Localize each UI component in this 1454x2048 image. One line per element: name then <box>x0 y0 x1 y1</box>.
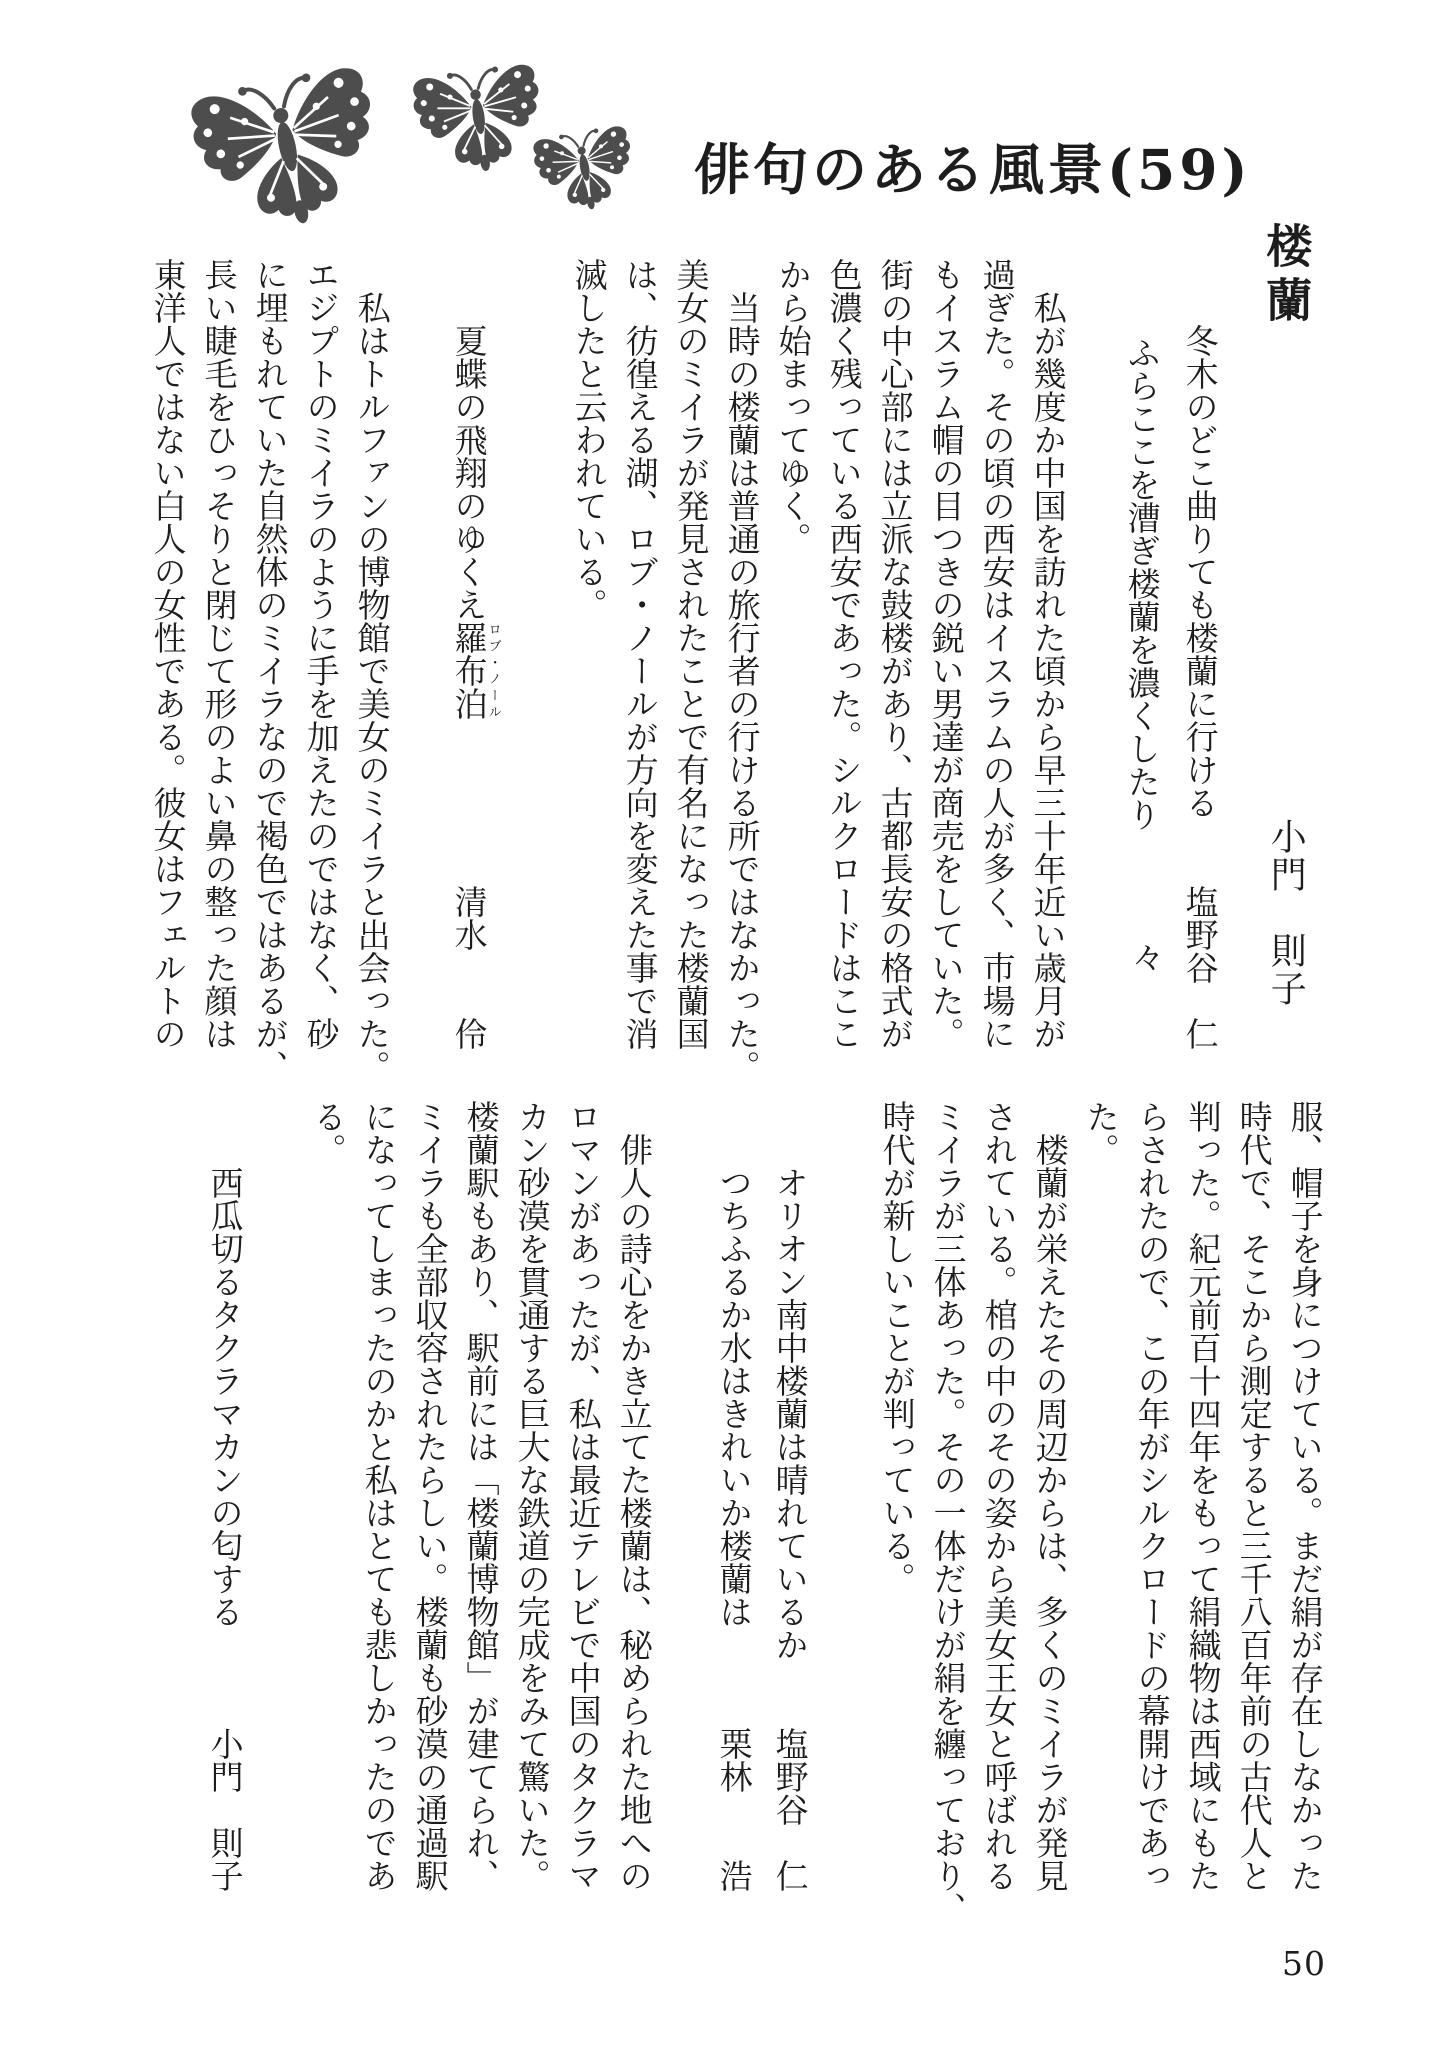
prose-line: 当時の楼蘭は普通の旅行者の行ける所ではなかった。 <box>722 258 762 1083</box>
prose-line: されている。棺の中のその姿から美女王女と呼ばれる <box>979 1100 1019 1892</box>
haiku-text: つちふるか水はきれいか楼蘭は <box>714 1166 754 1628</box>
ruby-reading: ロブ・ノール <box>485 621 501 720</box>
prose-line: 楼蘭駅もあり、駅前には「楼蘭博物館」が建てられ、 <box>461 1100 501 1892</box>
page-title: 俳句のある風景(59) <box>694 137 1252 202</box>
prose-line: 服、帽子を身につけている。まだ絹が存在しなかった <box>1285 1100 1325 1892</box>
prose-line: 東洋人ではない白人の女性である。彼女はフェルトの <box>148 258 188 1050</box>
prose-line: 私が幾度か中国を訪れた頃から早三十年近い歳月が <box>1028 258 1068 1050</box>
prose-line: らされたので、この年がシルクロードの幕開けであっ <box>1132 1100 1172 1892</box>
haiku-author: 塩野谷 仁 <box>770 1727 810 1892</box>
prose-line: 時代が新しいことが判っている。 <box>877 1100 917 1595</box>
prose-line: 色濃く残っている西安であった。シルクロードはここ <box>824 258 864 1050</box>
prose-line: ミイラが三体あった。その一体だけが絹を纏っており、 <box>928 1100 968 1925</box>
prose-line: 俳人の詩心をかき立てた楼蘭は、秘められた地への <box>614 1100 654 1892</box>
haiku-ruby <box>449 621 501 720</box>
haiku-author: 々 <box>1126 940 1166 973</box>
ruby-base: 羅布泊 <box>449 621 489 720</box>
haiku-text: 冬木のどこ曲りても楼蘭に行ける <box>1180 324 1220 819</box>
prose-line: は、彷徨える湖、ロブ・ノールが方向を変えた事で消 <box>620 258 660 1050</box>
essay-title: 楼蘭 <box>1259 222 1314 330</box>
haiku-author: 栗林 浩 <box>714 1727 754 1892</box>
prose-line: から始まってゆく。 <box>773 258 813 555</box>
haiku-text: オリオン南中楼蘭は晴れているか <box>770 1166 810 1661</box>
prose-line: ロマンがあったが、私は最近テレビで中国のタクラマ <box>563 1100 603 1892</box>
butterfly-icon <box>167 21 404 258</box>
prose-line: 私はトルファンの博物館で美女のミイラと出会った。 <box>352 258 392 1083</box>
prose-line: 時代で、そこから測定すると三千八百年前の古代人と <box>1234 1100 1274 1892</box>
prose-line: もイスラム帽の目つきの鋭い男達が商売をしていた。 <box>926 258 966 1050</box>
prose-line: 長い睫毛をひっそりと閉じて形のよい鼻の整った顔は <box>199 258 239 1050</box>
haiku-text: 西瓜切るタクラマカンの匂する <box>205 1166 245 1628</box>
prose-line: た。 <box>1081 1100 1121 1166</box>
prose-line: 楼蘭が栄えたその周辺からは、多くのミイラが発見 <box>1030 1100 1070 1892</box>
haiku-author: 塩野谷 仁 <box>1180 885 1220 1050</box>
prose-line: エジプトのミイラのように手を加えたのではなく、砂 <box>301 258 341 1050</box>
haiku-author: 小門 則子 <box>205 1727 245 1892</box>
haiku-author: 清水 伶 <box>449 885 489 1050</box>
prose-line: 美女のミイラが発見されたことで有名になった楼蘭国 <box>671 258 711 1050</box>
prose-line: に埋もれていた自然体のミイラなので褐色ではあるが、 <box>250 258 290 1083</box>
prose-line: ミイラも全部収容されたらしい。楼蘭も砂漠の通過駅 <box>410 1100 450 1892</box>
haiku-text <box>449 324 500 720</box>
haiku-text-run: 夏蝶の飛翔のゆくえ <box>449 324 489 621</box>
essay-author: 小門 則子 <box>1265 818 1307 1008</box>
prose-line: 街の中心部には立派な鼓楼があり、古都長安の格式が <box>875 258 915 1050</box>
prose-line: 判った。紀元前百十四年をもって絹織物は西域にもた <box>1183 1100 1223 1892</box>
prose-line: カン砂漠を貫通する巨大な鉄道の完成をみて驚いた。 <box>512 1100 552 1892</box>
prose-line: になってしまったのかと私はとても悲しかったのであ <box>359 1100 399 1892</box>
butterfly-icon <box>521 101 646 226</box>
prose-line: る。 <box>308 1100 348 1166</box>
prose-line: 過ぎた。その頃の西安はイスラムの人が多く、市場に <box>977 258 1017 1050</box>
prose-line: 滅したと云われている。 <box>569 258 609 621</box>
page-number: 50 <box>1282 1944 1326 1983</box>
haiku-text: ふらここを漕ぎ楼蘭を濃くしたり <box>1122 336 1162 831</box>
